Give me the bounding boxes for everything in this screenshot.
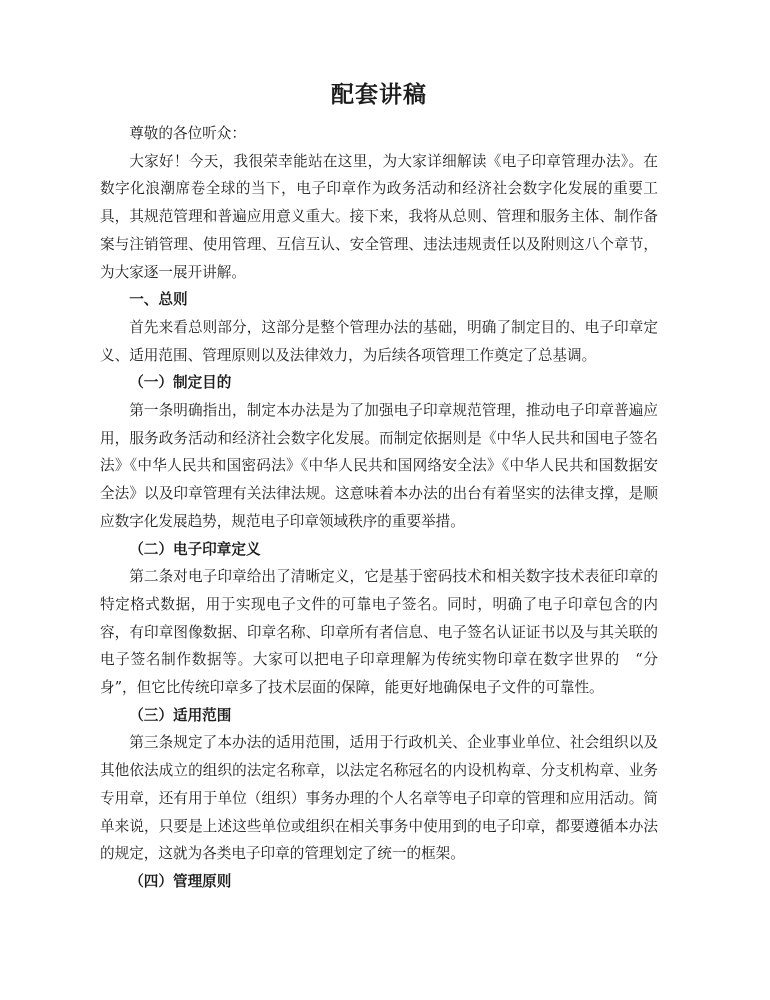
- para-salutation: 尊敬的各位听众：: [129, 125, 246, 142]
- para-chapter-1-overview: 首先来看总则部分，这部分是整个管理办法的基础，明确了制定目的、电子印章定义、适用范围、管理原则以及法律效力，为后续各项管理工作奠定了总基调。: [100, 318, 658, 364]
- para-purpose: 第一条明确指出，制定本办法是为了加强电子印章规范管理，推动电子印章普遍应用，服务政务活动和经济社会数字化发展。而制定依据则是《中华人民共和国电子签名法》《中华人民共和国密码法》《中华人民共和国网络安全法》《中华人民共和国数据安全法》以及印章管理有关法律法规。这意味着本办法的出台有着坚实的法律支撑，是顺应数字化发展趋势，规范电子印章领域秩序的重要举措。: [100, 402, 658, 530]
- para-intro: 大家好！今天，我很荣幸能站在这里，为大家详细解读《电子印章管理办法》。在数字化浪潮席卷全球的当下，电子印章作为政务活动和经济社会数字化发展的重要工具，其规范管理和普遍应用意义重大。接下来，我将从总则、管理和服务主体、制作备案与注销管理、使用管理、互信互认、安全管理、违法违规责任以及附则这八个章节，为大家逐一展开讲解。: [100, 152, 658, 281]
- para-definition: 第二条对电子印章给出了清晰定义，它是基于密码技术和相关数字技术表征印章的特定格式数据，用于实现电子文件的可靠电子签名。同时，明确了电子印章包含的内容，有印章图像数据、印章名称、印章所有者信息、电子签名认证证书以及与其关联的电子签名制作数据等。大家可以把电子印章理解为传统实物印章在数字世界的 “分身”，但它比传统印章多了技术层面的保障，能更好地确保电子文件的可靠性。: [100, 568, 658, 697]
- heading-section-1-1: （一）制定目的: [129, 374, 232, 392]
- heading-section-1-3: （三）适用范围: [129, 706, 232, 724]
- document-title: 配套讲稿: [331, 81, 427, 108]
- heading-chapter-1: 一、总则: [129, 291, 188, 309]
- heading-section-1-4: （四）管理原则: [129, 872, 232, 890]
- heading-section-1-2: （二）电子印章定义: [129, 540, 261, 558]
- para-scope: 第三条规定了本办法的适用范围，适用于行政机关、企业事业单位、社会组织以及其他依法成立的组织的法定名称章，以法定名称冠名的内设机构章、分支机构章、业务专用章，还有用于单位（组织）事务办理的个人名章等电子印章的管理和应用活动。简单来说，只要是上述这些单位或组织在相关事务中使用到的电子印章，都要遵循本办法的规定，这就为各类电子印章的管理划定了统一的框架。: [100, 734, 658, 863]
